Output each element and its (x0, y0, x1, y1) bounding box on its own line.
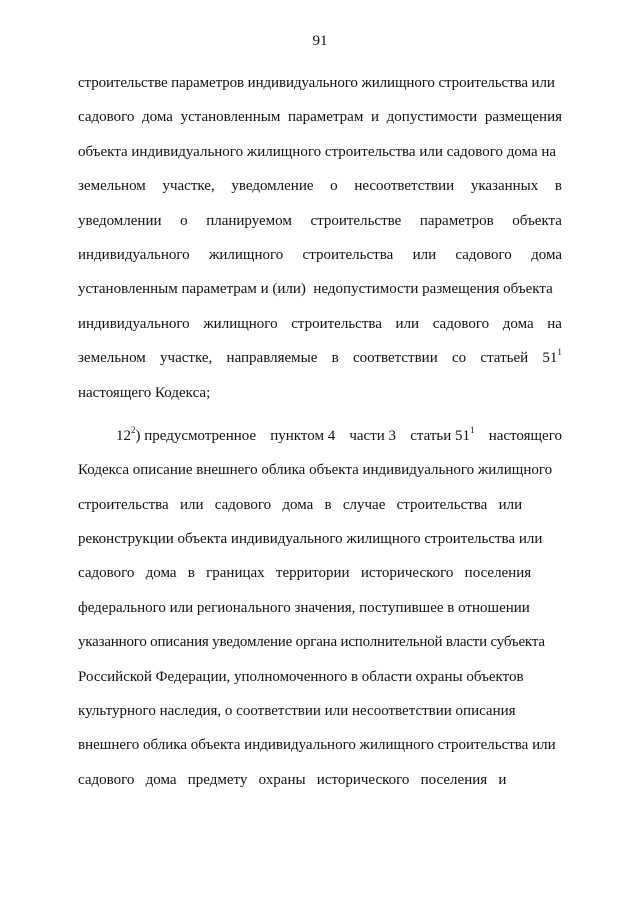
word: жилищного (208, 246, 284, 263)
word: указанных (470, 178, 539, 195)
line-text: указанного описания уведомление органа исполнительной власти субъекта (78, 634, 545, 651)
line-text: Кодекса описание внешнего облика объекта индивидуального жилищного (78, 462, 553, 479)
text-line-1 (78, 66, 562, 100)
text-line-5 (78, 204, 562, 238)
word: садового (78, 109, 135, 126)
article-ref (410, 419, 474, 453)
word: жилищного (203, 315, 278, 332)
word: статьей (480, 350, 529, 367)
word: допустимости (386, 109, 478, 126)
line-text: садового дома в границах территории исторического поселения (78, 565, 532, 582)
word: о (330, 178, 338, 195)
word: дома (502, 315, 534, 332)
word: ) предусмотренное (135, 427, 257, 444)
text-line-14 (78, 522, 562, 556)
word: земельном (78, 178, 146, 195)
text-line-17 (78, 625, 562, 659)
word: на (547, 315, 562, 332)
word: индивидуального (78, 246, 190, 263)
word: или (395, 315, 420, 332)
word: о (180, 212, 188, 229)
line-text: реконструкции объекта индивидуального жилищного строительства или (78, 531, 543, 548)
word: части 3 (349, 427, 397, 444)
word: параметрам (287, 109, 364, 126)
text-line-8 (78, 307, 562, 341)
line-text: культурного наследия, о соответствии или несоответствии описания (78, 703, 516, 720)
word: дома (531, 246, 562, 263)
word: участке, (160, 350, 213, 367)
word: строительства (302, 246, 394, 263)
text-line-20 (78, 728, 562, 762)
word: направляемые (226, 350, 318, 367)
text-line-15 (78, 556, 562, 590)
word: уведомление (231, 178, 314, 195)
line-text: федерального или регионального значения, поступившее в отношении (78, 599, 530, 616)
word: садового (432, 315, 490, 332)
text-line-2 (78, 100, 562, 134)
word: 51 (542, 350, 558, 367)
line-text: установленным параметрам и (или) недопустимости размещения объекта (78, 281, 553, 298)
text-line-11 (78, 419, 562, 453)
word: индивидуального (78, 315, 190, 332)
word: строительства (291, 315, 382, 332)
line-text: садового дома предмету охраны исторического поселения и (78, 771, 507, 788)
line-text: строительстве параметров индивидуального жилищного строительства или (78, 75, 555, 91)
line-text: внешнего облика объекта индивидуального жилищного строительства или (78, 737, 556, 754)
word: или (412, 246, 437, 263)
text-line-7 (78, 272, 562, 306)
word: и (370, 109, 380, 126)
text-line-21 (78, 763, 562, 797)
superscript: 2 (131, 424, 136, 435)
word: уведомлении (78, 212, 162, 229)
text-line-3 (78, 135, 562, 169)
word: объекта (512, 212, 562, 229)
word: соответствии (352, 350, 438, 367)
word: планируемом (206, 212, 292, 229)
word: установленным (180, 109, 281, 126)
text-line-18 (78, 660, 562, 694)
text-line-13 (78, 488, 562, 522)
word: строительстве (310, 212, 402, 229)
superscript: 1 (470, 424, 475, 435)
word: в (554, 178, 562, 195)
text-line-16 (78, 591, 562, 625)
word: несоответствии (354, 178, 455, 195)
article-ref (542, 341, 562, 375)
superscript: 1 (557, 347, 562, 358)
line-text: строительства или садового дома в случае строительства или (78, 496, 523, 513)
text-line-19 (78, 694, 562, 728)
word: со (451, 350, 467, 367)
line-text: Российской Федерации, уполномоченного в области охраны объектов (78, 668, 524, 685)
word: садового (455, 246, 512, 263)
text-line-12 (78, 453, 562, 487)
line-text: настоящего Кодекса; (78, 384, 211, 401)
text-line-9 (78, 341, 562, 375)
word: статьи 51 (410, 427, 471, 444)
word: 12 (116, 427, 131, 444)
word: земельном (78, 350, 146, 367)
text-line-6 (78, 238, 562, 272)
word: участке, (162, 178, 215, 195)
word: настоящего (488, 427, 562, 444)
page-number: 91 (312, 33, 328, 49)
document-body (78, 66, 562, 797)
text-line-4 (78, 169, 562, 203)
line-text: объекта индивидуального жилищного строительства или садового дома на (78, 143, 557, 160)
word: параметров (419, 212, 494, 229)
text-line-10 (78, 376, 562, 410)
word: пунктом 4 (270, 427, 336, 444)
item-number (116, 419, 256, 453)
word: в (331, 350, 339, 367)
word: дома (142, 109, 173, 126)
word: размещения (484, 109, 562, 126)
